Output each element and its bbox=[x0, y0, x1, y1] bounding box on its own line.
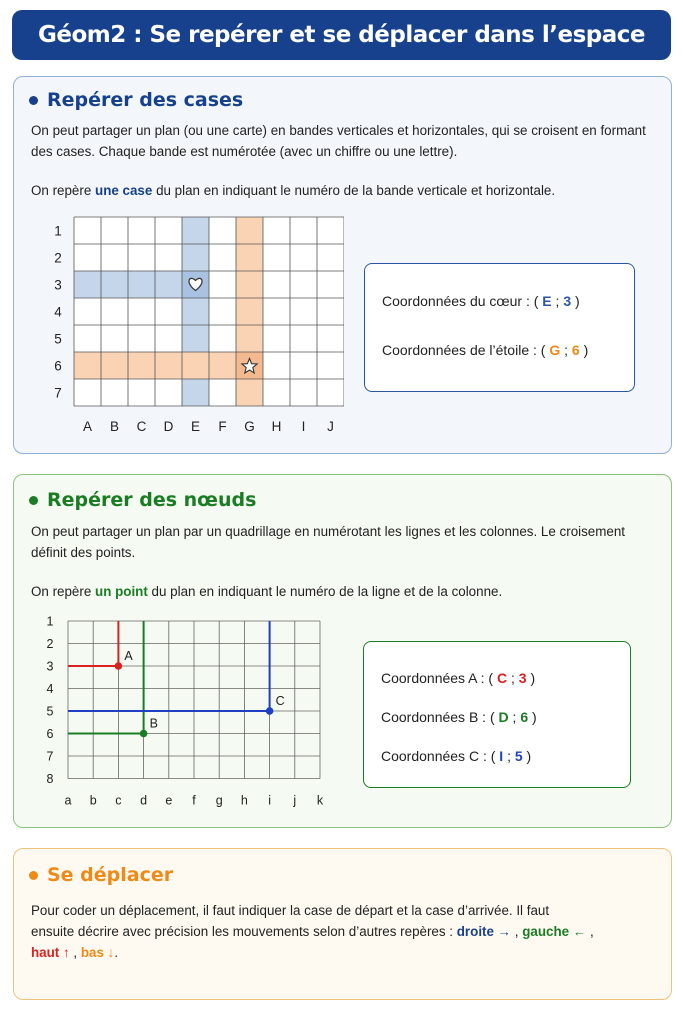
section2-para2-after: du plan en indiquant le numéro de la ligne et de la colonne. bbox=[147, 584, 503, 599]
point-a-coord-close: ) bbox=[530, 670, 536, 686]
column-label: B bbox=[109, 419, 120, 434]
section2-paragraph-2 bbox=[31, 581, 657, 602]
page-title: Géom2 : Se repérer et se déplacer dans l’espace bbox=[37, 22, 646, 48]
point-c-label: C bbox=[275, 694, 285, 708]
direction-droite: droite → bbox=[456, 924, 512, 939]
column-label: F bbox=[218, 419, 227, 434]
section3-comma-3: , bbox=[69, 945, 81, 960]
section-reperer-noeuds bbox=[13, 474, 672, 828]
section2-heading bbox=[29, 489, 256, 511]
heart-coord-col: E bbox=[542, 293, 552, 309]
node-grid bbox=[34, 611, 344, 811]
section3-heading-text: Se déplacer bbox=[47, 864, 174, 886]
row-label: 6 bbox=[54, 358, 62, 374]
section1-heading-text: Repérer des cases bbox=[47, 89, 244, 111]
cell-coordinates-box bbox=[364, 263, 635, 392]
section3-comma-1: , bbox=[511, 924, 523, 939]
row-label: 1 bbox=[46, 614, 54, 629]
section3-line-1: Pour coder un déplacement, il faut indiquer la case de départ et la case d’arrivée. Il faut bbox=[31, 903, 550, 918]
column-label: G bbox=[244, 419, 255, 434]
section3-line-3 bbox=[31, 942, 657, 963]
point-c-coord-col: I bbox=[499, 748, 504, 764]
column-label: c bbox=[115, 793, 122, 808]
section3-paragraph bbox=[31, 900, 657, 963]
column-label: f bbox=[192, 793, 196, 808]
point-a-coord-row: 3 bbox=[518, 670, 527, 686]
page-title-bar bbox=[12, 10, 671, 60]
column-label: b bbox=[89, 793, 97, 808]
point-c-coordinates bbox=[381, 748, 531, 764]
section1-paragraph-1: On peut partager un plan (ou une carte) en bandes verticales et horizontales, qui se croisent en formant des cases. Chaque bande est numérotée (avec un chiffre ou une lettre). bbox=[31, 123, 646, 159]
row-label: 7 bbox=[46, 749, 54, 764]
row-label: 2 bbox=[54, 250, 62, 266]
point-b-coord-col: D bbox=[498, 709, 509, 725]
point-b-coord-sep: ; bbox=[512, 709, 517, 725]
row-label: 5 bbox=[46, 704, 54, 719]
point-b-coordinates bbox=[381, 709, 537, 725]
column-label: g bbox=[215, 793, 223, 808]
row-label: 6 bbox=[46, 727, 54, 741]
row-label: 7 bbox=[54, 385, 62, 401]
column-label: H bbox=[271, 419, 282, 434]
column-label: i bbox=[268, 793, 271, 808]
point-b bbox=[140, 730, 148, 738]
section1-para2-before: On repère bbox=[31, 183, 96, 198]
row-label: 1 bbox=[54, 223, 62, 239]
heart-coord-sep: ; bbox=[555, 293, 560, 309]
section1-heading bbox=[29, 89, 243, 111]
section3-line-2 bbox=[31, 921, 657, 942]
section2-para2-before: On repère bbox=[31, 584, 96, 599]
direction-bas: bas ↓ bbox=[80, 945, 115, 960]
star-coordinates bbox=[382, 342, 588, 358]
point-b-coord-row: 6 bbox=[520, 709, 529, 725]
section3-period: . bbox=[114, 945, 119, 960]
star-coord-row: 6 bbox=[571, 342, 580, 358]
column-label: j bbox=[293, 793, 297, 808]
row-label: 8 bbox=[46, 772, 54, 786]
point-c-coord-label: Coordonnées C : ( bbox=[381, 748, 496, 764]
point-b-label: B bbox=[149, 716, 158, 731]
column-label: D bbox=[163, 419, 174, 434]
row-label: 3 bbox=[46, 659, 54, 674]
column-label: h bbox=[240, 793, 248, 808]
point-b-coord-label: Coordonnées B : ( bbox=[381, 709, 495, 725]
column-label: a bbox=[64, 793, 72, 808]
point-a-coordinates bbox=[381, 670, 535, 686]
row-label: 4 bbox=[46, 682, 54, 696]
node-coordinates-box bbox=[363, 641, 631, 788]
point-a bbox=[115, 662, 123, 670]
point-c-coord-row: 5 bbox=[514, 748, 523, 764]
direction-haut: haut ↑ bbox=[31, 945, 70, 960]
section-se-deplacer bbox=[13, 848, 672, 1000]
point-a-coord-col: C bbox=[496, 670, 508, 686]
bullet-icon bbox=[29, 871, 38, 880]
point-c-coord-sep: ; bbox=[507, 748, 511, 764]
column-label: A bbox=[82, 419, 93, 434]
section-reperer-cases bbox=[13, 76, 672, 454]
column-label: d bbox=[140, 793, 148, 808]
section1-keyword: une case bbox=[95, 183, 153, 198]
column-label: k bbox=[316, 793, 324, 808]
row-label: 3 bbox=[54, 277, 62, 293]
section3-comma-2: , bbox=[586, 924, 594, 939]
section1-paragraph-2 bbox=[31, 180, 657, 201]
heart-coord-close: ) bbox=[575, 293, 580, 309]
point-b-coord-close: ) bbox=[532, 709, 537, 725]
point-c bbox=[266, 707, 274, 715]
direction-gauche: gauche ← bbox=[522, 924, 587, 939]
cell-grid bbox=[34, 209, 344, 439]
heart-coord-label: Coordonnées du cœur : ( bbox=[382, 293, 539, 309]
section1-para2-after: du plan en indiquant le numéro de la bande verticale et horizontale. bbox=[152, 183, 556, 198]
point-a-coord-sep: ; bbox=[510, 670, 515, 686]
bullet-icon bbox=[29, 496, 38, 505]
column-label: C bbox=[136, 419, 147, 434]
point-a-label: A bbox=[124, 649, 133, 663]
point-a-coord-label: Coordonnées A : ( bbox=[381, 670, 494, 686]
section2-paragraph-1: On peut partager un plan par un quadrillage en numérotant les lignes et les colonnes. Le croisement définit des points. bbox=[31, 524, 626, 560]
heart-coordinates bbox=[382, 293, 580, 309]
row-label: 2 bbox=[46, 637, 54, 651]
section3-line2-text: ensuite décrire avec précision les mouvements selon d’autres repères : bbox=[31, 924, 457, 939]
section2-keyword: un point bbox=[95, 584, 148, 599]
star-coord-col: G bbox=[549, 342, 561, 358]
section2-heading-text: Repérer des nœuds bbox=[47, 489, 257, 511]
row-label: 5 bbox=[54, 331, 62, 347]
column-label: E bbox=[190, 419, 201, 434]
row-label: 4 bbox=[54, 304, 62, 320]
bullet-icon bbox=[29, 96, 38, 105]
star-coord-sep: ; bbox=[564, 342, 568, 358]
section3-heading bbox=[29, 864, 173, 886]
column-label: J bbox=[327, 419, 334, 434]
heart-coord-row: 3 bbox=[563, 293, 572, 309]
column-label: I bbox=[301, 419, 306, 434]
star-coord-close: ) bbox=[583, 342, 589, 358]
column-label: e bbox=[165, 793, 173, 808]
star-coord-label: Coordonnées de l’étoile : ( bbox=[382, 342, 546, 358]
point-c-coord-close: ) bbox=[526, 748, 532, 764]
